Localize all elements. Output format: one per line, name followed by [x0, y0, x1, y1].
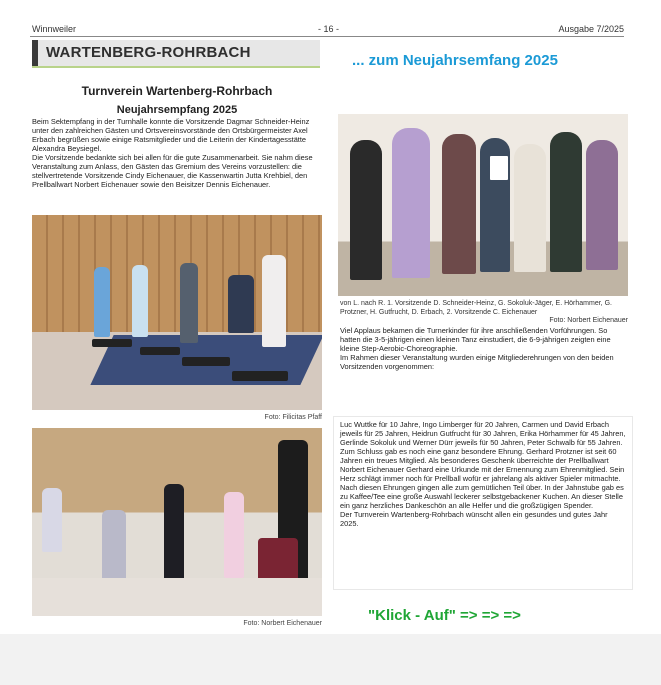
- promo-heading: ... zum Neujahrsemfang 2025: [352, 52, 558, 69]
- photo-floor: [32, 578, 322, 616]
- article-intro: [32, 117, 322, 189]
- photo-step: [232, 371, 288, 381]
- photo-person: [550, 132, 582, 272]
- photo-honorees: [338, 114, 628, 296]
- photo-step: [140, 347, 180, 355]
- photo-step: [92, 339, 132, 347]
- section-title: WARTENBERG-ROHRBACH: [46, 44, 251, 61]
- article-club-title: Turnverein Wartenberg-Rohrbach: [81, 84, 273, 98]
- section-underline: [32, 66, 320, 68]
- photo3-caption-text: von L. nach R. 1. Vorsitzende D. Schneider-Heinz, G. Sokoluk-Jäger, E. Hörhammer, G. Protzner, H. Gutfrucht, D. Erbach, 2. Vorsitzende C. Eichenauer: [340, 300, 612, 316]
- photo2-credit: Foto: Norbert Eichenauer: [243, 620, 322, 627]
- header-rule: [30, 36, 624, 37]
- header-page-number: - 16 -: [318, 24, 340, 34]
- photo-step: [182, 357, 230, 366]
- photo-figure: [164, 484, 184, 584]
- article-paragraph: Luc Wuttke für 10 Jahre, Ingo Limberger für 20 Jahren, Carmen und David Erbach jeweils für 25 Jahren, Heidrun Gutfrucht für 30 Jahren, Erika Hörhammer für 45 Jahren, Gerlinde Sokoluk und Werner Dürr jeweils für 50 Jahren, Peter Schwalb für 55 Jahren.: [340, 420, 626, 447]
- photo-certificate: [490, 156, 508, 180]
- article-paragraph: Die Vorsitzende bedankte sich bei allen für die gute Zusammenarbeit. Sie nahm diese Veranstaltung zum Anlass, den Gästen das Gremium des Vereins vorzustellen: die stellvertretende Vorsitzende Cindy Eichenauer, die Kassenwartin Jutta Krehbiel, den Prellballwart Norbert Eichenauer sowie den Beisitzer Dennis Eichenauer.: [32, 153, 313, 189]
- photo-figure: [228, 275, 254, 333]
- article-paragraph: Nach diesen Ehrungen gingen alle zum gemütlichen Teil über. In der Jahnstube gab es zu Kaffee/Tee eine große Auswahl leckerer selbstgebackener Kuchen. An dieser Stelle ein ganz herzliches Dankeschön an alle Helfer und die großzügigen Spender.: [340, 483, 624, 510]
- article-performance: [340, 326, 628, 371]
- photo-person: [514, 144, 546, 272]
- article-paragraph: Zum Schluss gab es noch eine ganz besondere Ehrung. Gerhard Protzner ist seit 60 Jahren ein treues Mitglied. Als besonderes Geschenk überreichte der Prellballwart Norbert Eichenauer Gerhard eine Urkunde mit der Ernennung zum Ehrenmitglied. Sein Herz schlägt immer noch für Prellball wofür er jahrelang als aktiver Spieler mitmachte.: [340, 447, 625, 483]
- photo-figure: [132, 265, 148, 337]
- bottom-margin: [0, 634, 661, 685]
- photo-figure: [42, 488, 62, 552]
- photo-figure: [180, 263, 198, 343]
- click-cta[interactable]: "Klick - Auf" => => =>: [368, 607, 521, 624]
- photo-step-aerobic: [32, 215, 322, 410]
- header-issue: Ausgabe 7/2025: [558, 24, 624, 34]
- photo1-credit: Foto: Filicitas Pfaff: [264, 414, 322, 421]
- photo3-credit: Foto: Norbert Eichenauer: [549, 317, 628, 324]
- photo-person: [392, 128, 430, 278]
- header-town: Winnweiler: [32, 24, 77, 34]
- photo-figure: [262, 255, 286, 347]
- section-marker: [32, 40, 38, 66]
- photo-person: [586, 140, 618, 270]
- photo-person: [350, 140, 382, 280]
- photo-figure: [224, 492, 244, 578]
- photo-dance: [32, 428, 322, 616]
- article-honors: [340, 420, 628, 528]
- article-paragraph: Beim Sektempfang in der Turnhalle konnte die Vorsitzende Dagmar Schneider-Heinz unter den zahlreichen Gästen und Ortsvereinsvorstände den Ortsbürgermeister Axel Erbach begrüßen sowie einige Ratsmitglieder und die Leiterin der Kindertagesstätte Alexandra Beysiegel.: [32, 117, 310, 153]
- photo-person: [442, 134, 476, 274]
- article-paragraph: Viel Applaus bekamen die Turnerkinder für ihre anschließenden Vorführungen. So hatten die 3-5-jährigen einen kleinen Tanz einstudiert, die 6-9-jährigen zeigten eine kleine Step-Aerobic-Choreographie.: [340, 326, 611, 353]
- photo3-caption: [340, 300, 628, 326]
- photo-figure: [94, 267, 110, 337]
- article-paragraph: Der Turnverein Wartenberg-Rohrbach wünscht allen ein gesundes und gutes Jahr 2025.: [340, 510, 608, 528]
- article-paragraph: Im Rahmen dieser Veranstaltung wurden einige Mitgliederehrungen von den beiden Vorsitzenden vorgenommen:: [340, 353, 614, 371]
- article-event-title: Neujahrsempfang 2025: [116, 104, 238, 116]
